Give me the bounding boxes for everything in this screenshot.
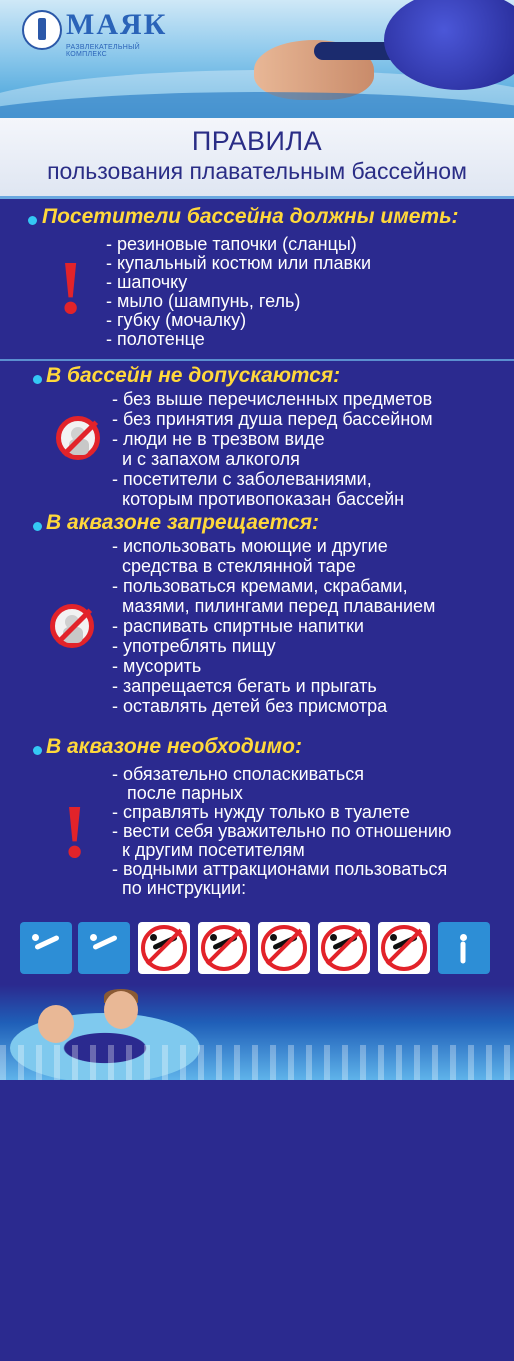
child-figure [104,991,138,1029]
list-item: к другим посетителям [112,840,305,860]
list-item: - справлять нужду только в туалете [112,802,410,822]
list-item: - распивать спиртные напитки [112,616,364,636]
list-item: - оставлять детей без присмотра [112,696,388,716]
child-figure [38,1005,74,1043]
bullet-icon [33,746,42,755]
slide-lying-icon [20,922,72,974]
prohibited-person-icon [56,416,100,460]
children-pool-image [0,985,514,1080]
lighthouse-icon [22,10,62,50]
no-group-slide-icon [258,922,310,974]
list-item: - запрещается бегать и прыгать [112,676,377,696]
list-item: - без выше перечисленных предметов [112,389,433,409]
logo-name: МАЯК [66,8,168,41]
list-item: - купальный костюм или плавки [106,253,372,273]
list-item: - пользоваться кремами, скрабами, [112,576,408,596]
section-heading: В бассейн не допускаются: [46,364,341,387]
no-standing-on-slide-icon [378,922,430,974]
slide-sitting-icon [78,922,130,974]
list-item: - мыло (шампунь, гель) [106,291,301,311]
list-item: - употреблять пищу [112,636,276,656]
water-splash [0,1045,514,1080]
list-item: по инструкции: [112,878,247,898]
list-item: - посетители с заболеваниями, [112,469,372,489]
list-item: мазями, пилингами перед плаванием [112,596,436,616]
list-item: - мусорить [112,656,202,676]
list-item: - без принятия душа перед бассейном [112,409,433,429]
list-item: которым противопоказан бассейн [112,489,405,509]
title-band [0,118,514,196]
list-item: - обязательно споласкиваться [112,764,364,784]
list-item: - шапочку [106,272,188,292]
list-item: - полотенце [106,329,205,349]
bullet-icon [33,522,42,531]
list-item: и с запахом алкоголя [112,449,300,469]
exclamation-icon: ! [62,790,88,874]
bullet-icon [28,216,37,225]
page-subtitle: пользования плавательным бассейном [47,158,467,184]
bullet-icon [33,375,42,384]
list-item: средства в стеклянной таре [112,556,356,576]
list-item: - губку (мочалку) [106,310,247,330]
logo [22,8,182,58]
no-sliding-on-stomach-icon [198,922,250,974]
prohibited-person-icon [50,604,94,648]
list-item: - водными аттракционами пользоваться [112,859,448,879]
list-item: - использовать моющие и другие [112,536,388,556]
list-item: - резиновые тапочки (сланцы) [106,234,357,254]
section-rules [0,359,514,1361]
section-heading: В аквазоне запрещается: [46,511,320,534]
header-banner [0,0,514,118]
exclamation-icon: ! [58,246,84,330]
logo-subtitle: РАЗВЛЕКАТЕЛЬНЫЙ КОМПЛЕКС [66,44,140,58]
no-headfirst-slide-icon [138,922,190,974]
exit-pool-icon [438,922,490,974]
section-heading: В аквазоне необходимо: [46,735,302,758]
page-title: ПРАВИЛА [191,126,323,156]
list-item: после парных [112,783,243,803]
list-item: - люди не в трезвом виде [112,429,325,449]
section-heading: Посетители бассейна должны иметь: [42,205,459,228]
list-item: - вести себя уважительно по отношению [112,821,452,841]
section-must-have [0,196,514,359]
no-objects-on-slide-icon [318,922,370,974]
